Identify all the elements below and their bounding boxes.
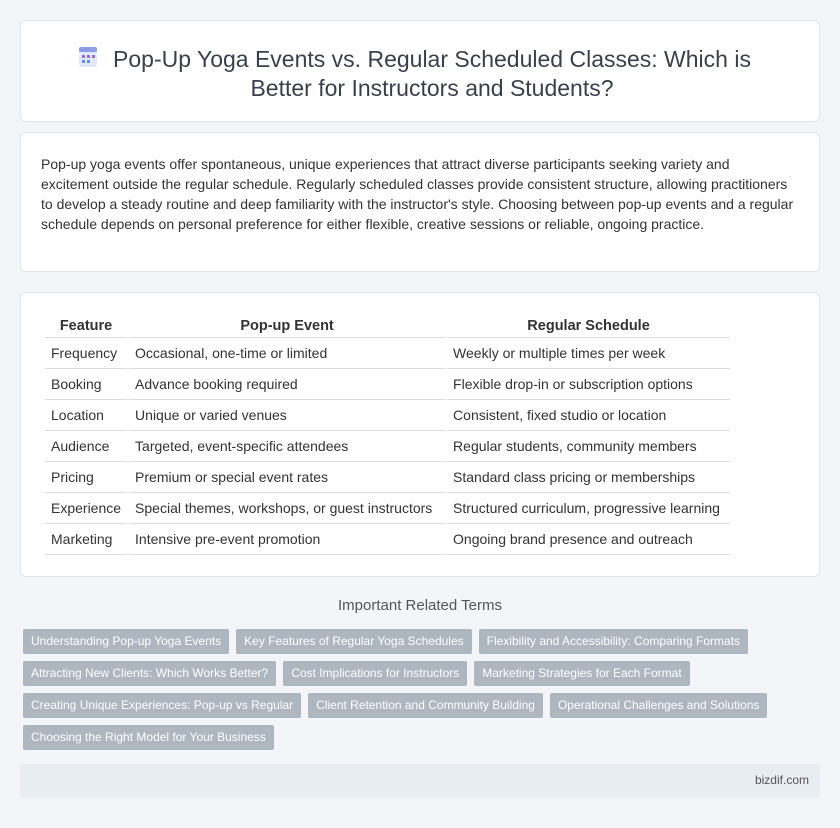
- column-header-feature: Feature: [45, 315, 127, 338]
- tag-client-retention[interactable]: Client Retention and Community Building: [308, 693, 543, 718]
- page-title-line-2: Better for Instructors and Students?: [250, 75, 614, 101]
- pop-up-cell: Intensive pre-event promotion: [129, 524, 445, 555]
- pop-up-cell: Unique or varied venues: [129, 400, 445, 431]
- table-row: [45, 431, 730, 462]
- pop-up-cell: Special themes, workshops, or guest instructors: [129, 493, 445, 524]
- footer: [20, 764, 820, 798]
- feature-cell: Audience: [45, 431, 127, 462]
- table-row: [45, 400, 730, 431]
- tag-cost-implications[interactable]: Cost Implications for Instructors: [283, 661, 467, 686]
- column-header-regular-schedule: Regular Schedule: [447, 315, 730, 338]
- comparison-card: [20, 292, 820, 577]
- tag-choosing-the-right-model[interactable]: Choosing the Right Model for Your Business: [23, 725, 274, 750]
- intro-card: [20, 132, 820, 272]
- tag-row: [23, 661, 783, 686]
- feature-cell: Pricing: [45, 462, 127, 493]
- tag-creating-unique-experiences[interactable]: Creating Unique Experiences: Pop-up vs Regular: [23, 693, 301, 718]
- tag-row: [23, 725, 783, 750]
- related-terms-list: [23, 629, 783, 757]
- header-card: [20, 20, 820, 122]
- regular-cell: Structured curriculum, progressive learning: [447, 493, 730, 524]
- feature-cell: Booking: [45, 369, 127, 400]
- pop-up-cell: Targeted, event-specific attendees: [129, 431, 445, 462]
- table-row: [45, 338, 730, 369]
- regular-cell: Weekly or multiple times per week: [447, 338, 730, 369]
- footer-brand[interactable]: bizdif.com: [754, 773, 809, 787]
- table-row: [45, 493, 730, 524]
- regular-cell: Flexible drop-in or subscription options: [447, 369, 730, 400]
- comparison-table: [43, 315, 732, 555]
- tag-row: [23, 693, 783, 718]
- table-row: [45, 524, 730, 555]
- tag-row: [23, 629, 783, 654]
- tag-key-features-of-regular-yoga-schedules[interactable]: Key Features of Regular Yoga Schedules: [236, 629, 471, 654]
- tag-attracting-new-clients[interactable]: Attracting New Clients: Which Works Better?: [23, 661, 276, 686]
- pop-up-cell: Premium or special event rates: [129, 462, 445, 493]
- regular-cell: Regular students, community members: [447, 431, 730, 462]
- related-terms-heading: Important Related Terms: [338, 597, 502, 614]
- tag-operational-challenges[interactable]: Operational Challenges and Solutions: [550, 693, 767, 718]
- pop-up-cell: Advance booking required: [129, 369, 445, 400]
- page-title-line-1: Pop-Up Yoga Events vs. Regular Scheduled Classes: Which is: [113, 46, 751, 72]
- table-row: [45, 462, 730, 493]
- feature-cell: Experience: [45, 493, 127, 524]
- page-title: [75, 45, 789, 103]
- feature-cell: Frequency: [45, 338, 127, 369]
- feature-cell: Marketing: [45, 524, 127, 555]
- column-header-pop-up-event: Pop-up Event: [129, 315, 445, 338]
- table-header-row: [45, 315, 730, 338]
- table-row: [45, 369, 730, 400]
- regular-cell: Standard class pricing or memberships: [447, 462, 730, 493]
- regular-cell: Consistent, fixed studio or location: [447, 400, 730, 431]
- tag-marketing-strategies[interactable]: Marketing Strategies for Each Format: [474, 661, 689, 686]
- regular-cell: Ongoing brand presence and outreach: [447, 524, 730, 555]
- tag-flexibility-and-accessibility[interactable]: Flexibility and Accessibility: Comparing Formats: [479, 629, 748, 654]
- feature-cell: Location: [45, 400, 127, 431]
- tag-understanding-pop-up-yoga-events[interactable]: Understanding Pop-up Yoga Events: [23, 629, 229, 654]
- pop-up-cell: Occasional, one-time or limited: [129, 338, 445, 369]
- intro-paragraph: Pop-up yoga events offer spontaneous, unique experiences that attract diverse participants seeking variety and excitement outside the regular schedule. Regularly scheduled classes provide consistent structure, allowing practitioners to develop a steady routine and deep familiarity with the instructor's style. Choosing between pop-up events and a regular schedule depends on personal preference for either flexible, creative sessions or reliable, ongoing practice.: [41, 156, 794, 232]
